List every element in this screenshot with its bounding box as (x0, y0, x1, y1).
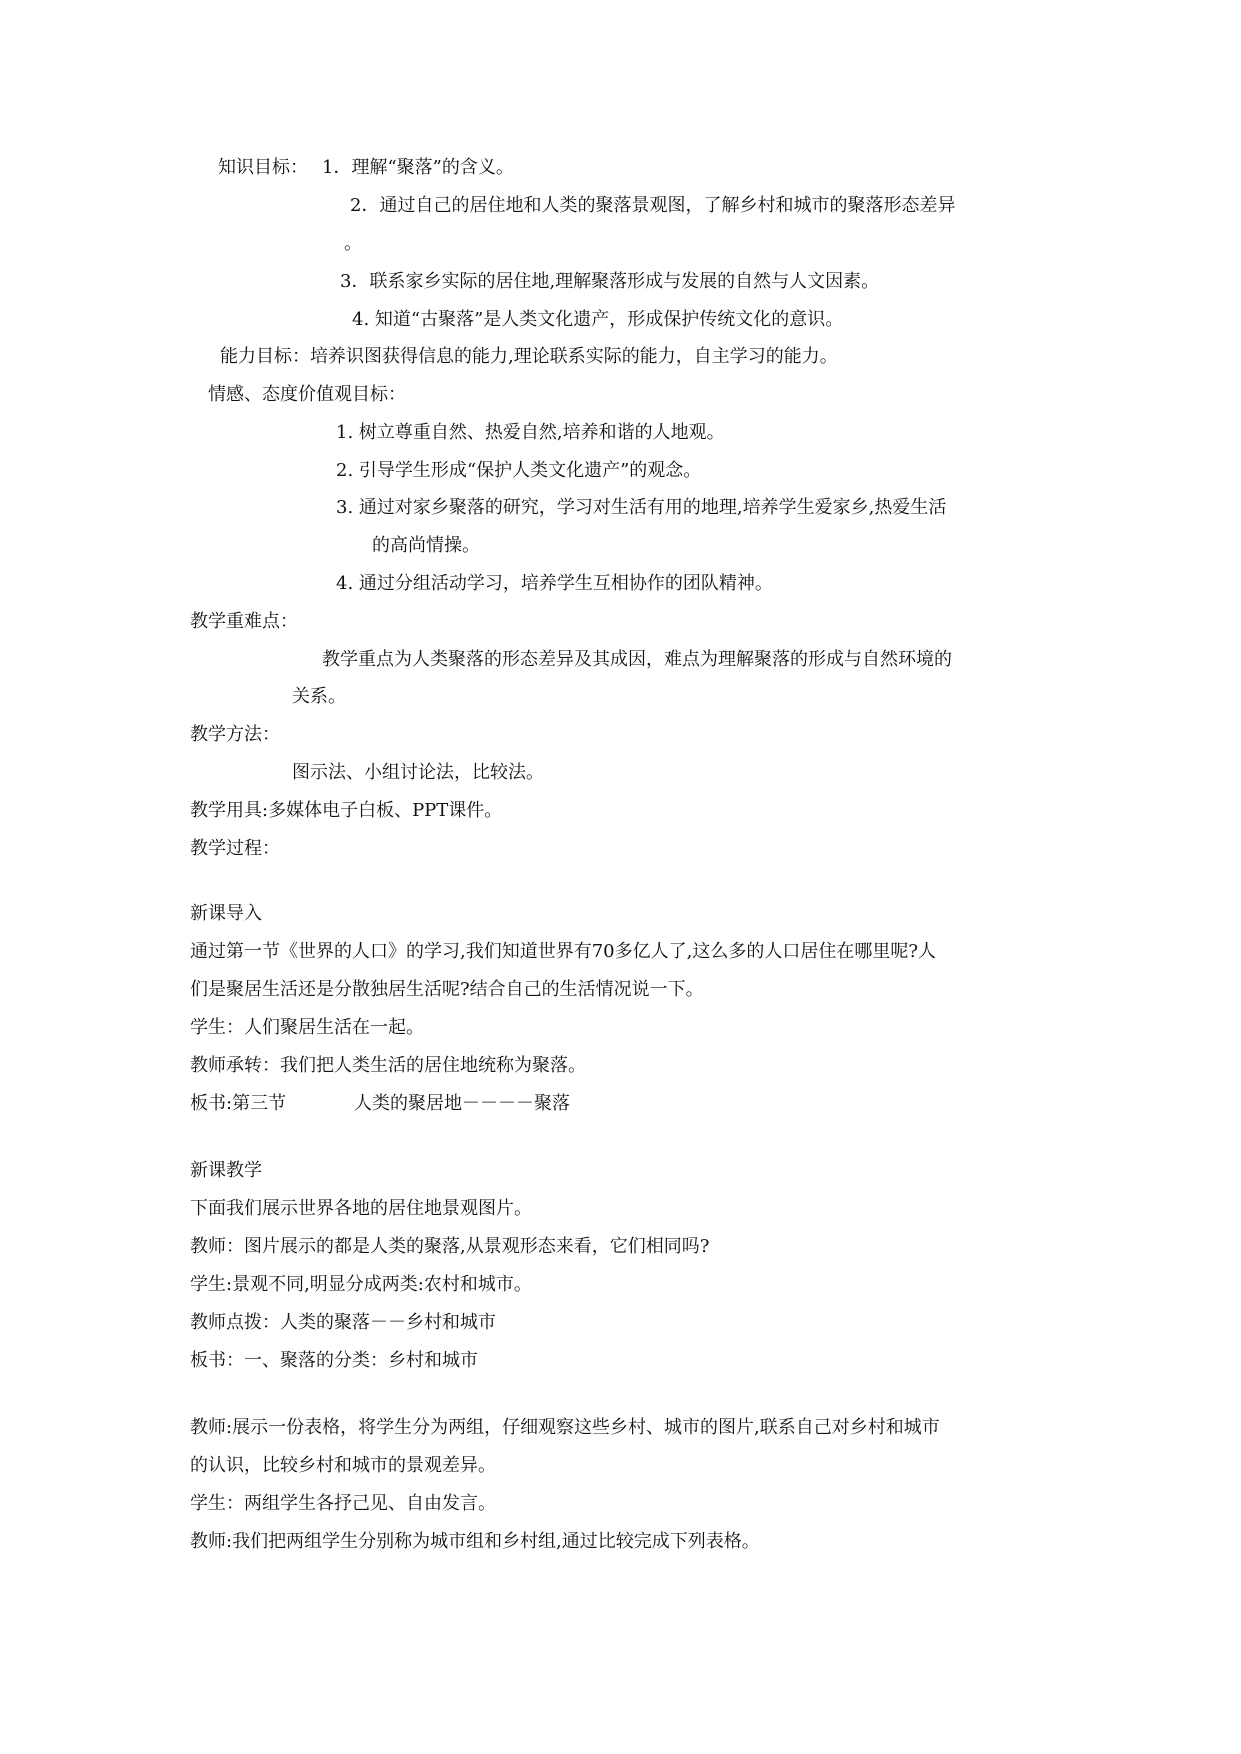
teacher-point: 教师点拨：人类的聚落－－乡村和城市 (190, 1312, 496, 1333)
teaching-paragraph: 下面我们展示世界各地的居住地景观图片。 (190, 1198, 532, 1219)
intro-board-prefix: 板书:第三节 (190, 1093, 287, 1114)
methods-text: 图示法、小组讨论法，比较法。 (292, 762, 544, 783)
knowledge-label: 知识目标： (218, 157, 308, 178)
process-label: 教学过程： (190, 838, 280, 859)
key-points-label: 教学重难点： (190, 611, 298, 632)
knowledge-item-2: 2．通过自己的居住地和人类的聚落景观图，了解乡村和城市的聚落形态差异 (350, 195, 956, 216)
knowledge-item-2-tail: 。 (344, 233, 362, 254)
knowledge-item-4: 4. 知道“古聚落”是人类文化遗产，形成保护传统文化的意识。 (352, 309, 844, 330)
intro-heading: 新课导入 (190, 903, 262, 924)
emotion-item-4: 4. 通过分组活动学习，培养学生互相协作的团队精神。 (336, 573, 773, 594)
teacher-question: 教师：图片展示的都是人类的聚落,从景观形态来看，它们相同吗? (190, 1236, 710, 1257)
student-answer: 学生:景观不同,明显分成两类:农村和城市。 (190, 1274, 532, 1295)
intro-board-title: 人类的聚居地－－－－聚落 (354, 1093, 570, 1114)
teaching-heading: 新课教学 (190, 1160, 262, 1181)
teacher-table-intro-cont: 的认识，比较乡村和城市的景观差异。 (190, 1455, 496, 1476)
intro-teacher: 教师承转：我们把人类生活的居住地统称为聚落。 (190, 1055, 586, 1076)
intro-student: 学生：人们聚居生活在一起。 (190, 1017, 424, 1038)
emotion-item-3-cont: 的高尚情操。 (372, 535, 480, 556)
emotion-item-1: 1. 树立尊重自然、热爱自然,培养和谐的人地观。 (336, 422, 725, 443)
teacher-groups: 教师:我们把两组学生分别称为城市组和乡村组,通过比较完成下列表格。 (190, 1531, 760, 1552)
tools-text: 教学用具:多媒体电子白板、PPT课件。 (190, 800, 503, 821)
key-points-text-cont: 关系。 (292, 686, 346, 707)
key-points-text: 教学重点为人类聚落的形态差异及其成因，难点为理解聚落的形成与自然环境的 (322, 649, 952, 670)
knowledge-item-1: 1．理解“聚落”的含义。 (322, 157, 514, 178)
teaching-board: 板书：一、聚落的分类：乡村和城市 (190, 1350, 478, 1371)
ability-objective: 能力目标：培养识图获得信息的能力,理论联系实际的能力，自主学习的能力。 (220, 346, 838, 367)
emotion-label: 情感、态度价值观目标： (208, 384, 406, 405)
teacher-table-intro: 教师:展示一份表格，将学生分为两组，仔细观察这些乡村、城市的图片,联系自己对乡村和城市 (190, 1417, 940, 1438)
intro-paragraph-cont: 们是聚居生活还是分散独居生活呢?结合自己的生活情况说一下。 (190, 979, 704, 1000)
student-speak: 学生：两组学生各抒己见、自由发言。 (190, 1493, 496, 1514)
emotion-item-2: 2. 引导学生形成“保护人类文化遗产”的观念。 (336, 460, 702, 481)
emotion-item-3: 3. 通过对家乡聚落的研究，学习对生活有用的地理,培养学生爱家乡,热爱生活 (336, 497, 947, 518)
intro-paragraph: 通过第一节《世界的人口》的学习,我们知道世界有70多亿人了,这么多的人口居住在哪里呢?人 (190, 941, 936, 962)
knowledge-item-3: 3．联系家乡实际的居住地,理解聚落形成与发展的自然与人文因素。 (340, 271, 880, 292)
methods-label: 教学方法： (190, 724, 280, 745)
